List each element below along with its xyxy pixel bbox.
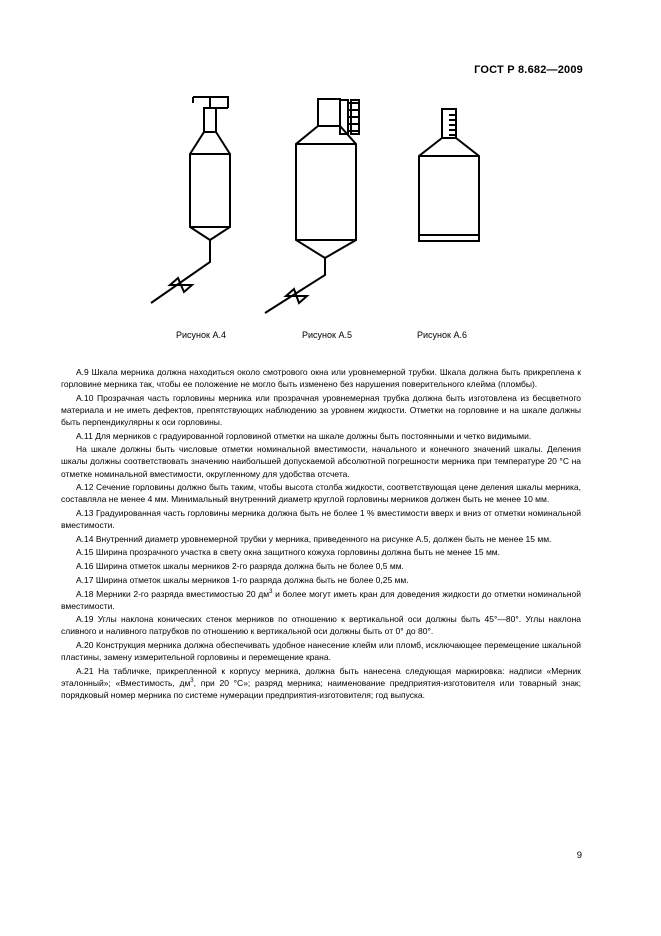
figure-a4-vessel-drawing <box>151 97 230 303</box>
body-text <box>61 366 581 703</box>
paragraph-a20: А.20 Конструкция мерника должна обеспечивать удобное нанесение клейм или пломб, исключающее перемещение шкальной пластины, замену измерительной горловины и перемещение крана. <box>61 640 581 663</box>
paragraph-a21-superscript: 3 <box>190 678 194 685</box>
paragraph-a21-text-end: , при 20 °С»; разряд мерника; наименование предприятия-изготовителя или товарный знак; порядковый номер мерника по системе нумерации предприятия-изготовителя; год выпуска. <box>61 677 582 701</box>
figure-a6-caption: Рисунок А.6 <box>417 330 467 340</box>
paragraph-a21-text-start: А.21 На табличке, прикрепленной к корпусу мерника, должна быть нанесена следующая маркировка: надписи «Мерник эталонный»; «Вместимость, дм <box>61 665 581 688</box>
paragraph-a12: А.12 Сечение горловины должно быть таким, чтобы высота столба жидкости, соответствующая цене деления шкалы мерника, составляла не менее 4 мм. Минимальный внутренний диаметр круглой горловины мерников должен быть не менее 10 мм. <box>61 482 581 505</box>
document-number: ГОСТ Р 8.682—2009 <box>474 64 583 76</box>
paragraph-a18 <box>61 588 581 612</box>
paragraph-a11: А.11 Для мерников с градуированной горловиной отметки на шкале должны быть постоянными и четко видимыми. <box>76 430 532 441</box>
paragraph-a19: А.19 Углы наклона конических стенок мерников по отношению к вертикальной оси должны быть 45°—80°. Углы наклона сливного и наливного патрубков по отношению к вертикальной оси должны быть от 0° до 80°. <box>61 614 581 637</box>
paragraph-a18-text-end: и более могут иметь кран для доведения жидкости до отметки номинальной вместимости. <box>61 588 581 611</box>
paragraph-a21 <box>61 665 581 701</box>
paragraph-a17: А.17 Ширина отметок шкалы мерников 1-го разряда должна быть не более 0,25 мм. <box>76 574 409 585</box>
paragraph-a15: А.15 Ширина прозрачного участка в свету окна защитного кожуха горловины должна быть не менее 15 мм. <box>76 547 500 558</box>
paragraph-a16: А.16 Ширина отметок шкалы мерников 2-го разряда должна быть не более 0,5 мм. <box>76 561 404 572</box>
figure-a5-vessel-drawing <box>265 99 360 313</box>
page-number: 9 <box>576 850 582 861</box>
paragraph-a10: А.10 Прозрачная часть горловины мерника или прозрачная уровнемерная трубка должна быть изготовлена из бесцветного материала и не иметь дефектов, препятствующих наблюдению за уровнем жидкости. Отметки на горловине и на шкале должны быть перпендикулярны к оси горловины. <box>61 392 581 427</box>
paragraph-a18-superscript: 3 <box>269 588 273 595</box>
paragraph-scale-marks: На шкале должны быть числовые отметки номинальной вместимости, начального и конечного значений шкалы. Деления шкалы должны соответствовать значению наибольшей допускаемой абсолютной погрешности мерника при температуре 20 °С на отметке номинальной вместимости, округленному для удобства отсчета. <box>61 444 581 479</box>
paragraph-a14: А.14 Внутренний диаметр уровнемерной трубки у мерника, приведенного на рисунке А.5, должен быть не менее 15 мм. <box>76 533 552 544</box>
paragraph-a13: А.13 Градуированная часть горловины мерника должна быть не более 1 % вместимости вверх и вниз от отметки номинальной вместимости. <box>61 508 581 531</box>
figure-a6-vessel-drawing <box>419 109 479 241</box>
paragraph-a9: А.9 Шкала мерника должна находиться около смотрового окна или уровнемерной трубки. Шкала должна быть прикреплена к горловине мерника так, чтобы ее положение не могло быть изменено без нарушения поверительного клейма (пломбы). <box>61 367 581 390</box>
figures-illustration <box>0 0 661 360</box>
figure-a4-caption: Рисунок А.4 <box>176 330 226 340</box>
figure-a5-caption: Рисунок А.5 <box>302 330 352 340</box>
paragraph-a18-text-start: А.18 Мерники 2-го разряда вместимостью 20 дм <box>76 588 270 599</box>
